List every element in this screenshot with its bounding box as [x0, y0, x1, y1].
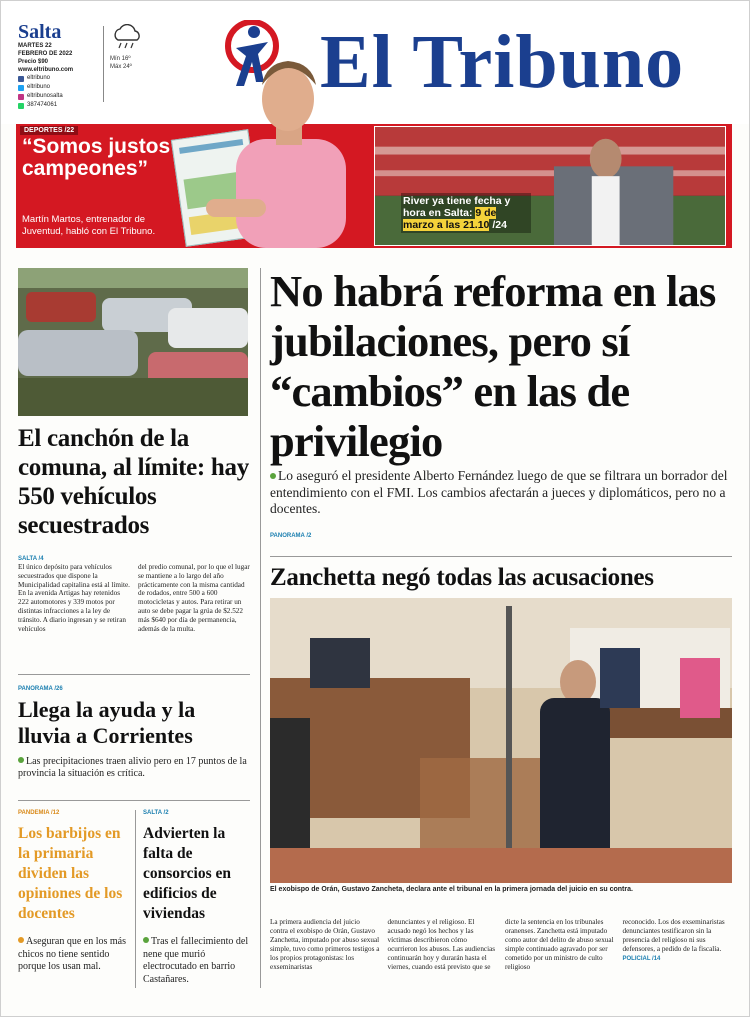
promo-river-text	[401, 193, 531, 233]
article-paragraph: La primera audiencia del juicio contra el exobispo de Orán, Gustavo Zanchetta, imputado por abuso sexual simple, tuvo como primeros testigos a los propios protagonistas: los exseminaristas	[270, 918, 380, 971]
section-tag: PANORAMA /2	[270, 533, 312, 539]
dek-text: Aseguran que en los más chicos no tiene sentido porque los usan mal.	[18, 936, 126, 972]
article-paragraph: dicte la sentencia en los tribunales oranenses. Zanchetta está imputado como autor del delito de abuso sexual simple continuado agravado por ser cometido por un ministro de culto religioso	[505, 918, 614, 971]
section-kicker: DEPORTES /22	[20, 126, 78, 135]
bullet-icon	[18, 937, 24, 943]
river-date-highlight: 9 de marzo a las 21.10	[403, 207, 497, 231]
bullet-icon	[143, 937, 149, 943]
article-paragraph: del predio comunal, por lo que el lugar se mantiene a lo largo del año prácticamente con la misma cantidad de rodados, entre 500 a 600 motocicletas y autos. Para retirar un auto se debe pagar la grúa de $2.522 más $640 por día de permanencia, además de la multa.	[138, 563, 250, 633]
article-body	[18, 563, 250, 633]
headline-consorcios[interactable]: Advierten la falta de consorcios en edificios de viviendas	[143, 825, 231, 922]
date-line: FEBRERO DE 2022	[18, 51, 73, 57]
column-divider	[135, 810, 136, 988]
twitter-icon	[18, 85, 24, 91]
facebook-icon	[18, 76, 24, 82]
website-link[interactable]: www.eltribuno.com	[18, 67, 74, 73]
temp-min: Mín 16º	[110, 56, 131, 62]
dek-jubilaciones	[270, 468, 732, 518]
social-twitter[interactable]	[18, 83, 73, 92]
dek-text: Las precipitaciones traen alivio pero en 17 puntos de la provincia la situación es crítica.	[18, 756, 247, 779]
rain-cloud-icon	[110, 24, 146, 50]
headline-barbijos[interactable]: Los barbijos en la primaria dividen las opiniones de los docentes	[18, 825, 123, 922]
article-paragraph: denunciantes y el religioso. El acusado negó los hechos y las víctimas describieron cómo ocurrieron los abusos. Las audiencias continuarán hoy y durarán hasta el viernes, cuando está previsto que se	[387, 918, 496, 971]
promo-quote: “Somos justos campeones”	[22, 135, 171, 180]
bullet-icon	[18, 757, 24, 763]
masthead-divider	[103, 26, 104, 102]
section-divider	[270, 556, 732, 557]
dek-consorcios	[143, 936, 255, 986]
promo-banner[interactable]	[16, 124, 732, 248]
section-tag: POLICIAL /14	[622, 956, 661, 962]
social-handle: eltribuno	[27, 75, 51, 81]
instagram-icon	[18, 94, 24, 100]
impounded-cars-photo	[18, 268, 248, 416]
edition-city: Salta	[18, 21, 62, 43]
coach-photo	[206, 29, 366, 248]
section-tag: SALTA /4	[18, 556, 44, 562]
photo-caption: El exobispo de Orán, Gustavo Zancheta, declara ante el tribunal en la primera jornada del juicio en su contra.	[270, 886, 633, 893]
temp-max: Máx 24º	[110, 64, 132, 70]
dek-barbijos	[18, 936, 130, 974]
social-facebook[interactable]	[18, 74, 73, 83]
promo-subtitle: Martín Martos, entrenador de Juventud, habló con El Tribuno.	[22, 214, 156, 237]
promo-sports[interactable]	[16, 124, 368, 248]
article-body	[270, 918, 732, 972]
bullet-icon	[270, 473, 276, 479]
brand-title[interactable]: El Tribuno	[320, 20, 685, 104]
headline-zanchetta[interactable]: Zanchetta negó todas las acusaciones	[270, 564, 654, 591]
paragraph-text: reconocido. Los dos exseminaristas denunciantes testificaron sin la presencia del religioso ni sus defensores, a pedido de la fiscalía.	[622, 918, 725, 953]
promo-river[interactable]	[374, 126, 726, 246]
column-divider	[260, 268, 261, 988]
article-paragraph	[623, 918, 733, 972]
dek-text: Tras el fallecimiento del nene que murió electrocutado en barrio Castañares.	[143, 936, 249, 985]
section-tag: SALTA /2	[143, 810, 169, 816]
edition-info	[18, 22, 73, 110]
whatsapp-icon	[18, 103, 24, 109]
social-whatsapp[interactable]	[18, 101, 73, 110]
headline-jubilaciones[interactable]: No habrá reforma en las jubilaciones, pero sí “cambios” en las de privilegio	[270, 266, 716, 466]
article-paragraph: El único depósito para vehículos secuestrados que dispone la Municipalidad capitalina está al límite. En la avenida Artigas hay retenidos 222 automotores y 339 motos por distintas infracciones a la ley de tránsito. A diario ingresan y se retiran vehículos	[18, 563, 130, 633]
section-tag: PANDEMIA /12	[18, 810, 60, 816]
headline-canchon[interactable]: El canchón de la comuna, al límite: hay 550 vehículos secuestrados	[18, 425, 249, 539]
headline-corrientes[interactable]: Llega la ayuda y la lluvia a Corrientes	[18, 697, 196, 748]
social-instagram[interactable]	[18, 92, 73, 101]
masthead	[0, 0, 750, 124]
social-handle: eltribuno	[27, 84, 51, 90]
dek-corrientes	[18, 756, 250, 780]
social-handle: 387474061	[27, 102, 58, 108]
page-ref: /24	[492, 219, 507, 231]
river-text-lead: River ya tiene fecha y hora en Salta:	[403, 195, 511, 219]
dek-text: Lo aseguró el presidente Alberto Fernández luego de que se filtrara un borrador del entendimiento con el FMI. Los cambios afectarán a jueces y diplomáticos, pero no a docentes.	[270, 468, 728, 516]
section-divider	[18, 800, 250, 801]
section-divider	[18, 674, 250, 675]
social-handle: eltribunosalta	[27, 93, 63, 99]
weather	[110, 24, 146, 71]
price: Precio $90	[18, 59, 49, 65]
courtroom-photo	[270, 598, 732, 883]
date-line: MARTES 22	[18, 43, 52, 49]
section-tag: PANORAMA /26	[18, 686, 63, 692]
